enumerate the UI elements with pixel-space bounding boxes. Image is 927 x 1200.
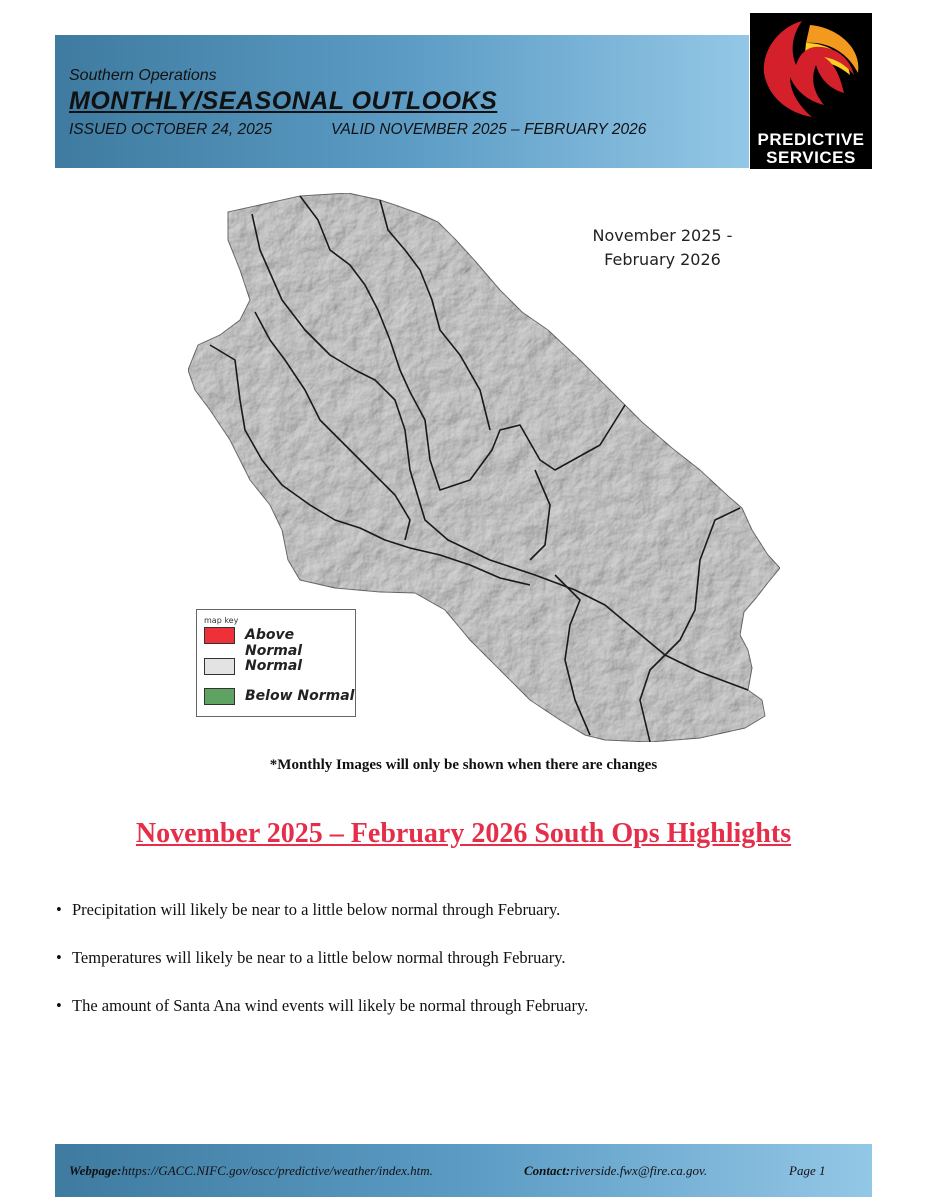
header-banner [55,35,749,168]
logo-text-services: SERVICES [766,148,856,167]
key-swatch-above-normal [204,627,235,644]
webpage-label: Webpage: [69,1163,122,1178]
footer-contact [524,1163,707,1179]
key-label-above-normal: Above Normal [245,627,303,659]
map-key-title: map key [204,616,239,625]
contact-label: Contact: [524,1163,571,1178]
highlights-list [56,900,876,1044]
monthly-images-note: *Monthly Images will only be shown when there are changes [269,757,658,773]
list-item: • Precipitation will likely be near to a little below normal through February. [56,900,561,919]
highlights-title: November 2025 – February 2026 South Ops Highlights [135,818,792,849]
logo-text-predictive: PREDICTIVE [757,130,865,149]
footer-banner [55,1144,872,1197]
key-swatch-below-normal [204,688,235,705]
bullet-text: The amount of Santa Ana wind events will likely be normal through February. [72,996,589,1015]
map-key [196,609,356,717]
list-item: • Temperatures will likely be near to a little below normal through February. [56,948,566,967]
key-swatch-normal [204,658,235,675]
key-label-normal: Normal [245,658,303,674]
contact-email-link[interactable]: riverside.fwx@fire.ca.gov. [570,1163,708,1178]
predictive-services-logo [750,13,872,169]
bullet-text: Temperatures will likely be near to a little below normal through February. [72,948,566,967]
valid-period: VALID NOVEMBER 2025 – FEBRUARY 2026 [331,121,647,138]
webpage-link[interactable]: https://GACC.NIFC.gov/oscc/predictive/weather/index.htm. [121,1163,433,1178]
map-period-line-1: November 2025 - [592,226,733,245]
key-label-below-normal: Below Normal [245,688,355,704]
page-title: MONTHLY/SEASONAL OUTLOOKS [69,87,498,115]
map-period-label [585,224,740,272]
flame-icon [750,13,872,123]
footer-webpage [69,1163,433,1179]
page-number: Page 1 [789,1163,826,1178]
list-item: • The amount of Santa Ana wind events will likely be normal through February. [56,996,589,1015]
bullet-text: Precipitation will likely be near to a little below normal through February. [72,900,561,919]
org-name: Southern Operations [69,67,217,84]
issued-date: ISSUED OCTOBER 24, 2025 [69,121,273,138]
map-period-line-2: February 2026 [604,250,721,269]
